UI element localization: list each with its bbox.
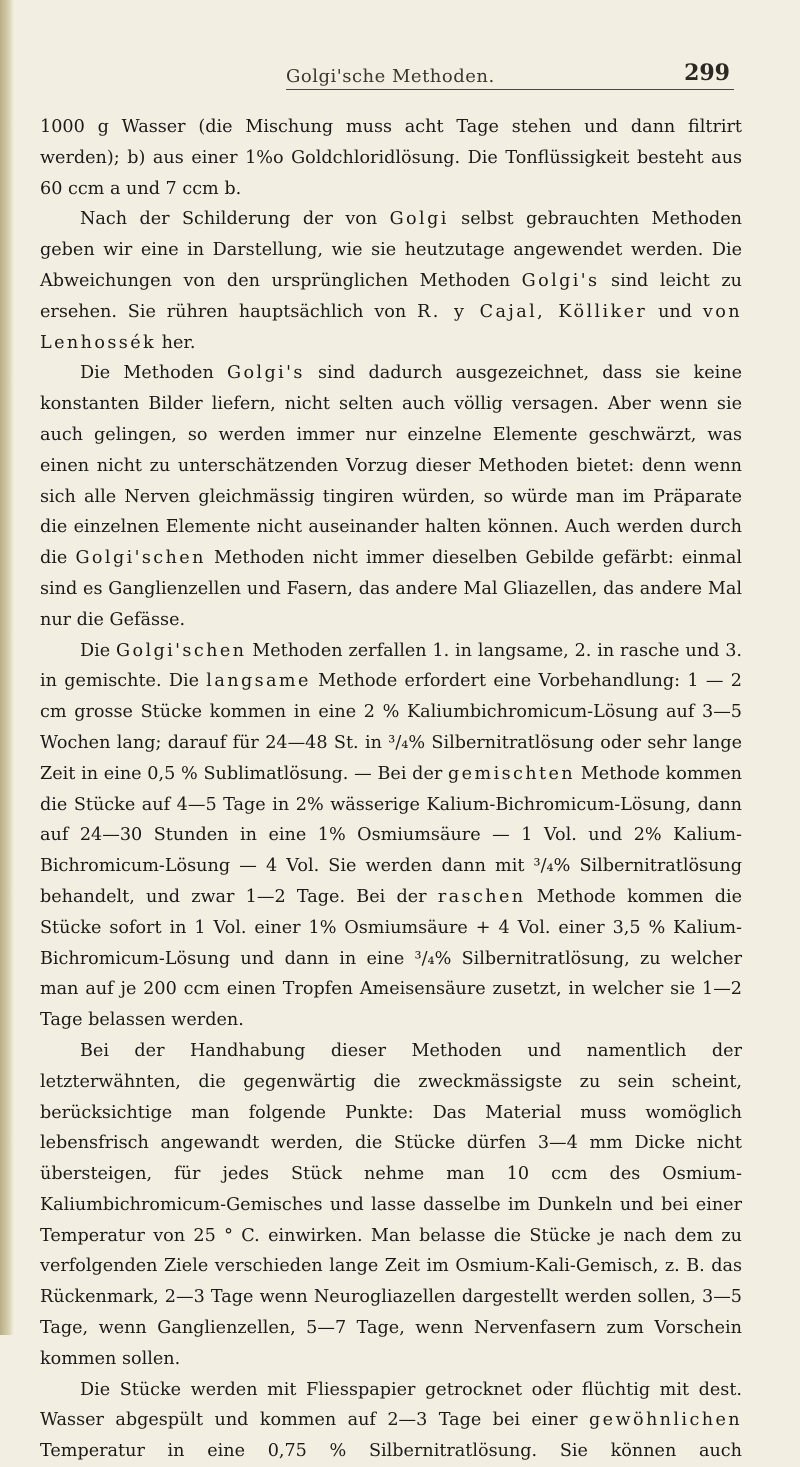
paragraph-3 [40, 358, 742, 635]
spaced-name: Golgi's [521, 270, 600, 291]
paragraph-1 [40, 112, 742, 204]
text-run: Methoden zerfallen 1. in langsame, 2. in rasche und 3. in gemischte. Die [40, 640, 742, 692]
spaced-name: raschen [437, 886, 526, 907]
spaced-name: gewöhnlichen [589, 1410, 742, 1431]
paragraph-6 [40, 1375, 742, 1467]
header-rule [286, 89, 734, 91]
text-run: her. [156, 332, 196, 353]
spaced-name: von Lenhossék [40, 301, 742, 353]
text-run: sind dadurch ausgezeichnet, dass sie keine konstanten Bilder liefern, nicht selten auch völlig versagen. Aber wenn sie auch gelingen, so werden immer nur einzelne Elemente geschwärzt, was einen nicht zu unterschätzenden Vorzug dieser Methoden bietet: denn wenn sich alle Nerven gleichmässig tingiren würden, so würde man im Präparate die einzelnen Elemente nicht auseinander halten können. Auch werden durch die [40, 363, 742, 569]
page-header [286, 58, 734, 90]
body-text [40, 112, 742, 1467]
text-run: 1000 g Wasser (die Mischung muss acht Tage stehen und dann filtrirt werden); b) aus einer 1%o Goldchloridlösung. Die Tonflüssigkeit besteht aus 60 ccm a und 7 ccm b. [40, 117, 742, 199]
spaced-name: langsame [206, 671, 311, 692]
paragraph-4 [40, 636, 742, 1036]
text-run: Die Stücke werden mit Fliesspapier getrocknet oder flüchtig mit dest. Wasser abgespült und kommen auf 2—3 Tage bei einer [40, 1379, 742, 1431]
text-run: selbst gebrauchten Methoden geben wir eine in Darstellung, wie sie heutzutage angewendet werden. Die Abweichungen von den ursprünglichen Methoden [40, 209, 742, 291]
text-run: Methode erfordert eine Vorbehandlung: 1 — 2 cm grosse Stücke kommen in eine 2 % Kaliumbichromicum-Lösung auf 3—5 Wochen lang; darauf für 24—48 St. in ³/₄% Silbernitratlösung oder sehr lange Zeit in eine 0,5 % Sublimatlösung. — Bei der [40, 671, 742, 784]
spaced-name: R. y Cajal, Kölliker [417, 301, 648, 322]
text-run: Die [80, 640, 116, 661]
spaced-name: gemischten [448, 763, 576, 784]
paragraph-2 [40, 204, 742, 358]
spaced-name: Golgi'schen [116, 640, 247, 661]
text-run: Die Methoden [80, 363, 227, 384]
page-spine-shadow [0, 0, 14, 1335]
text-run: Methoden nicht immer dieselben Gebilde gefärbt: einmal sind es Ganglienzellen und Fasern, das andere Mal Gliazellen, das andere Mal nur die Gefässe. [40, 548, 742, 630]
spaced-name: Golgi's [226, 363, 305, 384]
text-run: sind leicht zu ersehen. Sie rühren hauptsächlich von [40, 270, 742, 322]
paragraph-5 [40, 1036, 742, 1375]
page-number: 299 [684, 60, 730, 86]
text-run: Methode kommen die Stücke auf 4—5 Tage in 2% wässerige Kalium-Bichromicum-Lösung, dann auf 24—30 Stunden in eine 1% Osmiumsäure — 1 Vol. und 2% Kalium-Bichromicum-Lösung — 4 Vol. Sie werden dann mit ³/₄% Silbernitratlösung behandelt, und zwar 1—2 Tage. Bei der [40, 763, 742, 907]
running-head: Golgi'sche Methoden. [286, 66, 495, 87]
text-run: Nach der Schilderung der von [80, 209, 390, 230]
text-run: Bei der Handhabung dieser Methoden und namentlich der letzterwähnten, die gegenwärtig die zweckmässigste zu sein scheint, berücksichtige man folgende Punkte: Das Material muss womöglich lebensfrisch angewandt werden, die Stücke dürfen 3—4 mm Dicke nicht übersteigen, für jedes Stück nehme man 10 ccm des Osmium-Kaliumbichromicum-Gemisches und lasse dasselbe im Dunkeln und bei einer Temperatur von 25 ° C. einwirken. Man belasse die Stücke je nach dem zu verfolgenden Ziele verschieden lange Zeit im Osmium-Kali-Gemisch, z. B. das Rückenmark, 2—3 Tage wenn Neurogliazellen dargestellt werden sollen, 3—5 Tage, wenn Ganglienzellen, 5—7 Tage, wenn Nervenfasern zum Vorschein kommen sollen. [40, 1040, 742, 1369]
text-run: Methode kommen die Stücke sofort in 1 Vol. einer 1% Osmiumsäure + 4 Vol. einer 3,5 % Kalium-Bichromicum-Lösung und dann in eine ³/₄% Silbernitratlösung, zu welcher man auf je 200 ccm einen Tropfen Ameisensäure zusetzt, in welcher sie 1—2 Tage belassen werden. [40, 886, 743, 1031]
spaced-name: Golgi [389, 209, 449, 230]
spaced-name: Golgi'schen [75, 548, 206, 569]
text-run: Temperatur in eine 0,75 % Silbernitratlösung. Sie können auch [40, 1441, 742, 1462]
text-run: und [647, 301, 703, 322]
